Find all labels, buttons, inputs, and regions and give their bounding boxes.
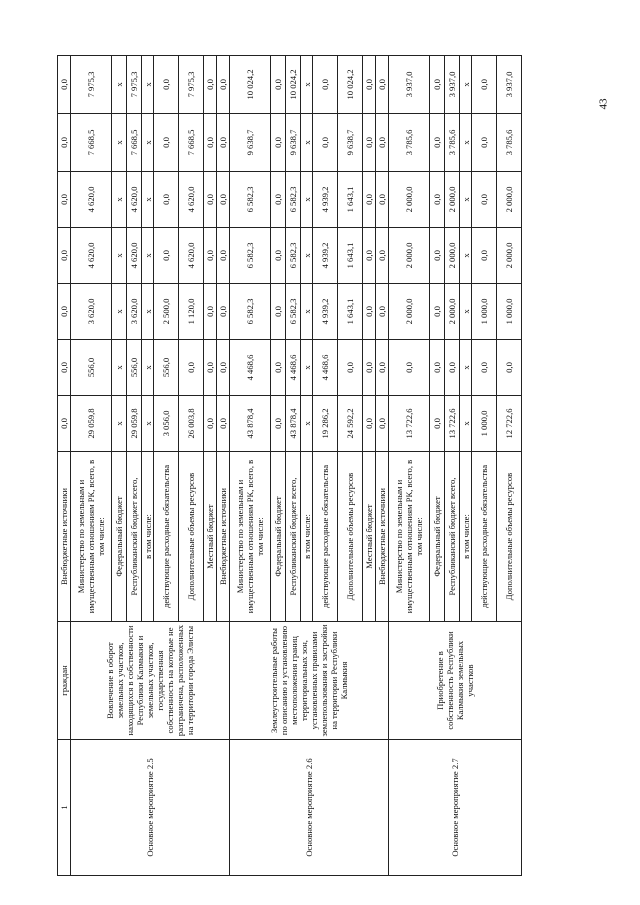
value-cell: 0,0 <box>179 340 204 396</box>
value-cell: 0,0 <box>376 172 389 228</box>
value-cell: 4 468,6 <box>286 340 301 396</box>
value-cell: х <box>460 114 472 172</box>
header-cell: 0,0 <box>58 340 71 396</box>
value-cell: 3 620,0 <box>127 284 142 340</box>
value-cell: х <box>301 114 313 172</box>
description-cell: Вовлечение в оборот земельных участков, находящихся в собственности Республики Калмыкия и земельных участков, государственная собственность на которые не разграничена, расположенных на территории города Элисты <box>71 622 230 740</box>
value-cell: 0,0 <box>217 284 230 340</box>
header-cell: 0,0 <box>58 172 71 228</box>
value-cell: 7 668,5 <box>179 114 204 172</box>
header-cell: 0,0 <box>58 396 71 452</box>
value-cell: 0,0 <box>363 396 376 452</box>
value-cell: 9 638,7 <box>286 114 301 172</box>
value-cell: 0,0 <box>204 396 217 452</box>
value-cell: 2 000,0 <box>445 172 460 228</box>
value-cell: 2 000,0 <box>389 284 430 340</box>
header-cell: граждан <box>58 622 71 740</box>
value-cell: 2 000,0 <box>445 228 460 284</box>
value-cell: 6 582,3 <box>286 284 301 340</box>
header-cell: 1 <box>58 740 71 876</box>
value-cell: 0,0 <box>363 114 376 172</box>
value-cell: 7 975,3 <box>127 56 142 114</box>
value-cell: х <box>301 228 313 284</box>
value-cell: 10 024,2 <box>230 56 271 114</box>
header-cell: Внебюджетные источники <box>58 452 71 622</box>
value-cell: 0,0 <box>430 396 445 452</box>
value-cell: х <box>112 284 127 340</box>
value-cell: 0,0 <box>271 114 286 172</box>
value-cell: х <box>301 284 313 340</box>
value-cell: х <box>142 396 154 452</box>
value-cell: 0,0 <box>154 228 179 284</box>
value-cell: х <box>142 284 154 340</box>
value-cell: 0,0 <box>472 228 497 284</box>
value-cell: 4 620,0 <box>179 228 204 284</box>
value-cell: 0,0 <box>497 340 522 396</box>
value-cell: 0,0 <box>430 172 445 228</box>
source-cell: действующие расходные обязательства <box>472 452 497 622</box>
value-cell: 6 582,3 <box>286 228 301 284</box>
value-cell: 4 620,0 <box>71 228 112 284</box>
source-cell: Внебюджетные источники <box>217 452 230 622</box>
value-cell: 0,0 <box>204 340 217 396</box>
value-cell: 29 059,8 <box>71 396 112 452</box>
value-cell: 0,0 <box>313 114 338 172</box>
value-cell: х <box>142 114 154 172</box>
value-cell: 0,0 <box>217 172 230 228</box>
value-cell: 0,0 <box>204 284 217 340</box>
source-cell: Федеральный бюджет <box>271 452 286 622</box>
rotated-table-container <box>57 56 593 876</box>
value-cell: 0,0 <box>376 228 389 284</box>
value-cell: х <box>112 172 127 228</box>
value-cell: 9 638,7 <box>230 114 271 172</box>
value-cell: 0,0 <box>363 228 376 284</box>
page-number: 43 <box>597 98 610 110</box>
value-cell: 0,0 <box>271 396 286 452</box>
source-cell: Местный бюджет <box>363 452 376 622</box>
budget-table <box>57 55 522 876</box>
value-cell: 3 937,0 <box>389 56 430 114</box>
value-cell: 4 468,6 <box>230 340 271 396</box>
value-cell: 2 500,0 <box>154 284 179 340</box>
value-cell: 0,0 <box>430 340 445 396</box>
value-cell: 4 620,0 <box>179 172 204 228</box>
source-cell: Республиканский бюджет всего, <box>127 452 142 622</box>
value-cell: х <box>112 114 127 172</box>
value-cell: х <box>142 172 154 228</box>
value-cell: 3 785,6 <box>445 114 460 172</box>
value-cell: х <box>460 340 472 396</box>
description-cell: Приобретение в собственность Республики Калмыкия земельных участков <box>389 622 522 740</box>
value-cell: 3 785,6 <box>497 114 522 172</box>
value-cell: 4 939,2 <box>313 228 338 284</box>
value-cell: 0,0 <box>338 340 363 396</box>
value-cell: х <box>142 228 154 284</box>
value-cell: 0,0 <box>271 340 286 396</box>
value-cell: 2 000,0 <box>497 228 522 284</box>
value-cell: 0,0 <box>271 284 286 340</box>
value-cell: 0,0 <box>363 340 376 396</box>
value-cell: 19 286,2 <box>313 396 338 452</box>
value-cell: 12 722,6 <box>497 396 522 452</box>
value-cell: 24 592,2 <box>338 396 363 452</box>
value-cell: 43 878,4 <box>286 396 301 452</box>
header-cell: 0,0 <box>58 228 71 284</box>
value-cell: 0,0 <box>271 228 286 284</box>
value-cell: 1 643,1 <box>338 228 363 284</box>
header-cell: 0,0 <box>58 114 71 172</box>
source-cell: в том числе: <box>460 452 472 622</box>
table-row <box>230 56 271 876</box>
value-cell: 0,0 <box>154 114 179 172</box>
value-cell: 0,0 <box>430 56 445 114</box>
source-cell: Федеральный бюджет <box>430 452 445 622</box>
value-cell: 26 003,8 <box>179 396 204 452</box>
value-cell: 556,0 <box>154 340 179 396</box>
value-cell: 6 582,3 <box>230 284 271 340</box>
measure-cell: Основное мероприятие 2.6 <box>230 740 389 876</box>
value-cell: 3 620,0 <box>71 284 112 340</box>
value-cell: 0,0 <box>376 340 389 396</box>
value-cell: 0,0 <box>472 340 497 396</box>
source-cell: Дополнительные объемы ресурсов <box>497 452 522 622</box>
measure-cell: Основное мероприятие 2.7 <box>389 740 522 876</box>
value-cell: 0,0 <box>376 284 389 340</box>
value-cell: 4 620,0 <box>127 228 142 284</box>
value-cell: 29 059,8 <box>127 396 142 452</box>
value-cell: х <box>142 56 154 114</box>
value-cell: х <box>112 396 127 452</box>
value-cell: 43 878,4 <box>230 396 271 452</box>
value-cell: 4 939,2 <box>313 172 338 228</box>
value-cell: 2 000,0 <box>389 172 430 228</box>
value-cell: 7 668,5 <box>71 114 112 172</box>
value-cell: 0,0 <box>217 56 230 114</box>
source-cell: Федеральный бюджет <box>112 452 127 622</box>
table-row <box>71 56 112 876</box>
value-cell: х <box>301 396 313 452</box>
value-cell: 10 024,2 <box>338 56 363 114</box>
value-cell: 6 582,3 <box>230 172 271 228</box>
description-cell: Землеустроительные работы по описанию и установлению местоположения границ территориальных зон, установленных правилами землепользования и застройки на территории Республики Калмыкия <box>230 622 389 740</box>
measure-cell: Основное мероприятие 2.5 <box>71 740 230 876</box>
source-cell: Министерство по земельным и имущественным отношениям РК, всего, в том числе: <box>71 452 112 622</box>
value-cell: 2 000,0 <box>389 228 430 284</box>
value-cell: 0,0 <box>204 228 217 284</box>
value-cell: х <box>301 56 313 114</box>
value-cell: 1 643,1 <box>338 284 363 340</box>
source-cell: Министерство по земельным и имущественным отношениям РК, всего, в том числе: <box>230 452 271 622</box>
value-cell: 0,0 <box>217 114 230 172</box>
value-cell: 7 668,5 <box>127 114 142 172</box>
value-cell: х <box>142 340 154 396</box>
table-row <box>389 56 430 876</box>
value-cell: 4 620,0 <box>127 172 142 228</box>
value-cell: 1 000,0 <box>472 396 497 452</box>
value-cell: 10 024,2 <box>286 56 301 114</box>
value-cell: 0,0 <box>217 396 230 452</box>
value-cell: 2 000,0 <box>445 284 460 340</box>
value-cell: 13 722,6 <box>389 396 430 452</box>
value-cell: 4 468,6 <box>313 340 338 396</box>
value-cell: х <box>112 228 127 284</box>
header-cell: 0,0 <box>58 56 71 114</box>
source-cell: Местный бюджет <box>204 452 217 622</box>
value-cell: 0,0 <box>204 172 217 228</box>
source-cell: действующие расходные обязательства <box>313 452 338 622</box>
value-cell: 0,0 <box>271 56 286 114</box>
source-cell: Республиканский бюджет всего, <box>286 452 301 622</box>
value-cell: х <box>460 396 472 452</box>
value-cell: 0,0 <box>376 114 389 172</box>
value-cell: 1 643,1 <box>338 172 363 228</box>
value-cell: 1 000,0 <box>497 284 522 340</box>
source-cell: Внебюджетные источники <box>376 452 389 622</box>
value-cell: 1 000,0 <box>472 284 497 340</box>
value-cell: 0,0 <box>376 396 389 452</box>
value-cell: 0,0 <box>217 340 230 396</box>
value-cell: 13 722,6 <box>445 396 460 452</box>
value-cell: 4 939,2 <box>313 284 338 340</box>
value-cell: 0,0 <box>430 284 445 340</box>
value-cell: 0,0 <box>154 56 179 114</box>
value-cell: 0,0 <box>445 340 460 396</box>
value-cell: 0,0 <box>389 340 430 396</box>
source-cell: Министерство по земельным и имущественным отношениям РК, всего, в том числе: <box>389 452 430 622</box>
value-cell: 0,0 <box>430 114 445 172</box>
value-cell: 3 056,0 <box>154 396 179 452</box>
value-cell: 4 620,0 <box>71 172 112 228</box>
value-cell: 0,0 <box>472 172 497 228</box>
value-cell: 0,0 <box>363 284 376 340</box>
value-cell: 0,0 <box>217 228 230 284</box>
header-cell: 0,0 <box>58 284 71 340</box>
value-cell: 9 638,7 <box>338 114 363 172</box>
value-cell: 6 582,3 <box>230 228 271 284</box>
value-cell: х <box>301 172 313 228</box>
value-cell: 0,0 <box>271 172 286 228</box>
value-cell: 7 975,3 <box>71 56 112 114</box>
value-cell: 0,0 <box>363 56 376 114</box>
value-cell: 0,0 <box>313 56 338 114</box>
table-row <box>58 56 71 876</box>
value-cell: х <box>112 56 127 114</box>
value-cell: 0,0 <box>430 228 445 284</box>
value-cell: 0,0 <box>472 56 497 114</box>
value-cell: х <box>460 172 472 228</box>
value-cell: 3 937,0 <box>497 56 522 114</box>
source-cell: Республиканский бюджет всего, <box>445 452 460 622</box>
value-cell: х <box>460 284 472 340</box>
value-cell: х <box>460 56 472 114</box>
value-cell: х <box>301 340 313 396</box>
value-cell: 7 975,3 <box>179 56 204 114</box>
value-cell: 556,0 <box>71 340 112 396</box>
value-cell: 0,0 <box>363 172 376 228</box>
source-cell: действующие расходные обязательства <box>154 452 179 622</box>
value-cell: 0,0 <box>204 114 217 172</box>
value-cell: 0,0 <box>472 114 497 172</box>
value-cell: х <box>460 228 472 284</box>
value-cell: 1 120,0 <box>179 284 204 340</box>
value-cell: 2 000,0 <box>497 172 522 228</box>
source-cell: в том числе: <box>301 452 313 622</box>
table-body <box>58 56 522 876</box>
value-cell: 3 937,0 <box>445 56 460 114</box>
value-cell: 6 582,3 <box>286 172 301 228</box>
value-cell: 3 785,6 <box>389 114 430 172</box>
value-cell: 556,0 <box>127 340 142 396</box>
value-cell: х <box>112 340 127 396</box>
value-cell: 0,0 <box>376 56 389 114</box>
source-cell: Дополнительные объемы ресурсов <box>179 452 204 622</box>
source-cell: в том числе: <box>142 452 154 622</box>
value-cell: 0,0 <box>154 172 179 228</box>
source-cell: Дополнительные объемы ресурсов <box>338 452 363 622</box>
value-cell: 0,0 <box>204 56 217 114</box>
